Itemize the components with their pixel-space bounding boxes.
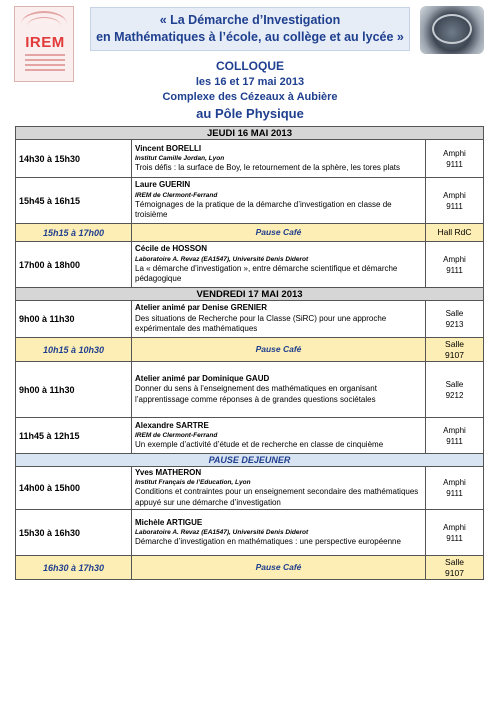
session-room	[426, 301, 484, 338]
room-type: Amphi	[443, 148, 466, 158]
break-room	[426, 338, 484, 362]
session-row	[16, 467, 484, 510]
session-row	[16, 510, 484, 556]
coffee-break-row	[16, 338, 484, 362]
session-time: 14h30 à 15h30	[16, 140, 132, 178]
session-row	[16, 301, 484, 338]
speaker-name: Michèle ARTIGUE	[135, 517, 203, 527]
session-info	[132, 301, 426, 338]
room-number: 9107	[445, 349, 464, 360]
session-row	[16, 362, 484, 418]
session-info	[132, 467, 426, 510]
room-number: 9107	[445, 567, 464, 578]
break-room	[426, 556, 484, 580]
break-label: Pause Café	[132, 338, 426, 362]
session-row	[16, 140, 484, 178]
room-type: Salle	[445, 379, 464, 389]
room-type: Amphi	[443, 478, 466, 487]
event-venue: Complexe des Cézeaux à Aubière	[162, 91, 338, 103]
event-building: au Pôle Physique	[196, 106, 304, 121]
day-header-label: JEUDI 16 MAI 2013	[16, 127, 484, 140]
session-info	[132, 242, 426, 288]
room-number: 9111	[446, 489, 463, 498]
talk-title: Des situations de Recherche pour la Classe (SiRC) pour une approche expérimentale des mathématiques	[135, 313, 387, 334]
coffee-break-row	[16, 224, 484, 242]
talk-title: Un exemple d’activité d’étude et de recherche en classe de cinquième	[135, 440, 384, 449]
session-room	[426, 242, 484, 288]
lunch-break-row	[16, 454, 484, 467]
session-room	[426, 140, 484, 178]
colloque-label: COLLOQUE	[216, 59, 284, 73]
session-info	[132, 178, 426, 224]
break-room: Hall RdC	[426, 224, 484, 242]
session-info	[132, 510, 426, 556]
speaker-name: Cécile de HOSSON	[135, 244, 208, 254]
lunch-break-label: PAUSE DEJEUNER	[16, 454, 484, 467]
speaker-name: Yves MATHERON	[135, 467, 202, 477]
room-type: Amphi	[443, 425, 466, 435]
session-time: 14h00 à 15h00	[16, 467, 132, 510]
session-row	[16, 178, 484, 224]
speaker-name: Laure GUERIN	[135, 180, 191, 190]
room-type: Salle	[445, 309, 464, 318]
day-header	[16, 288, 484, 301]
room-number: 9111	[446, 265, 463, 275]
decorative-ring	[432, 14, 472, 44]
talk-title: Conditions et contraintes pour un enseignement secondaire des mathématiques appuyé sur une démarche d’investigation	[135, 487, 419, 507]
session-info	[132, 418, 426, 454]
talk-title: Témoignages de la pratique de la démarche d’investigation en classe de troisième	[135, 199, 392, 220]
coffee-break-row	[16, 556, 484, 580]
break-time: 15h15 à 17h00	[16, 224, 132, 242]
session-room	[426, 178, 484, 224]
logo-text: IREM	[25, 34, 65, 51]
speaker-institution: Institut Camille Jordan, Lyon	[135, 155, 225, 162]
session-time: 15h45 à 16h15	[16, 178, 132, 224]
day-header	[16, 127, 484, 140]
room-number: 9111	[446, 533, 463, 543]
speaker-institution: Laboratoire A. Revaz (EA1547), Université Denis Diderot	[135, 529, 309, 536]
break-time: 10h15 à 10h30	[16, 338, 132, 362]
irem-logo	[14, 6, 74, 82]
session-room	[426, 510, 484, 556]
workshop-lead: Atelier animé par Denise GRENIER	[135, 303, 268, 313]
talk-title: Trois défis : la surface de Boy, le retournement de la sphère, les tores plats	[135, 163, 401, 172]
event-dates: les 16 et 17 mai 2013	[195, 76, 305, 88]
break-label: Pause Café	[132, 224, 426, 242]
break-label: Pause Café	[132, 556, 426, 580]
room-type: Salle	[445, 556, 464, 567]
session-room	[426, 418, 484, 454]
speaker-name: Vincent BORELLI	[135, 143, 202, 153]
session-room	[426, 362, 484, 418]
session-time: 11h45 à 12h15	[16, 418, 132, 454]
session-time: 17h00 à 18h00	[16, 242, 132, 288]
room-type: Salle	[445, 338, 464, 349]
session-info	[132, 362, 426, 418]
talk-title: Donner du sens à l’enseignement des mathématiques en organisant l’apprentissage comme réponses à de grandes questions sociétales	[135, 384, 377, 404]
room-type: Amphi	[443, 190, 466, 200]
speaker-name: Alexandre SARTRE	[135, 420, 209, 430]
talk-title: La « démarche d’investigation », entre démarche scientifique et démarche pédagogique	[135, 263, 398, 284]
speaker-institution: IREM de Clermont-Ferrand	[135, 432, 218, 439]
day-header-label: VENDREDI 17 MAI 2013	[16, 288, 484, 301]
room-number: 9111	[446, 159, 463, 169]
talk-title: Démarche d’investigation en mathématiques : une perspective européenne	[135, 537, 401, 546]
session-time: 15h30 à 16h30	[16, 510, 132, 556]
speaker-institution: IREM de Clermont-Ferrand	[135, 191, 218, 199]
room-type: Amphi	[443, 254, 466, 264]
session-time: 9h00 à 11h30	[16, 301, 132, 338]
title-box	[90, 7, 410, 51]
session-row	[16, 418, 484, 454]
room-number: 9212	[445, 390, 464, 400]
session-info	[132, 140, 426, 178]
speaker-institution: Laboratoire A. Revaz (EA1547), Université Denis Diderot	[135, 255, 309, 263]
room-type: Amphi	[443, 522, 466, 532]
room-number: 9111	[446, 201, 463, 211]
session-time: 9h00 à 11h30	[16, 362, 132, 418]
workshop-lead: Atelier animé par Dominique GAUD	[135, 373, 270, 383]
speaker-institution: Institut Français de l’Education, Lyon	[135, 479, 251, 487]
break-time: 16h30 à 17h30	[16, 556, 132, 580]
title-line-1: « La Démarche d’Investigation	[159, 13, 341, 27]
session-row	[16, 242, 484, 288]
schedule-table	[15, 126, 484, 580]
room-number: 9111	[446, 436, 463, 446]
room-number: 9213	[445, 320, 464, 329]
title-line-2: en Mathématiques à l’école, au collège et au lycée »	[96, 30, 404, 44]
session-room	[426, 467, 484, 510]
